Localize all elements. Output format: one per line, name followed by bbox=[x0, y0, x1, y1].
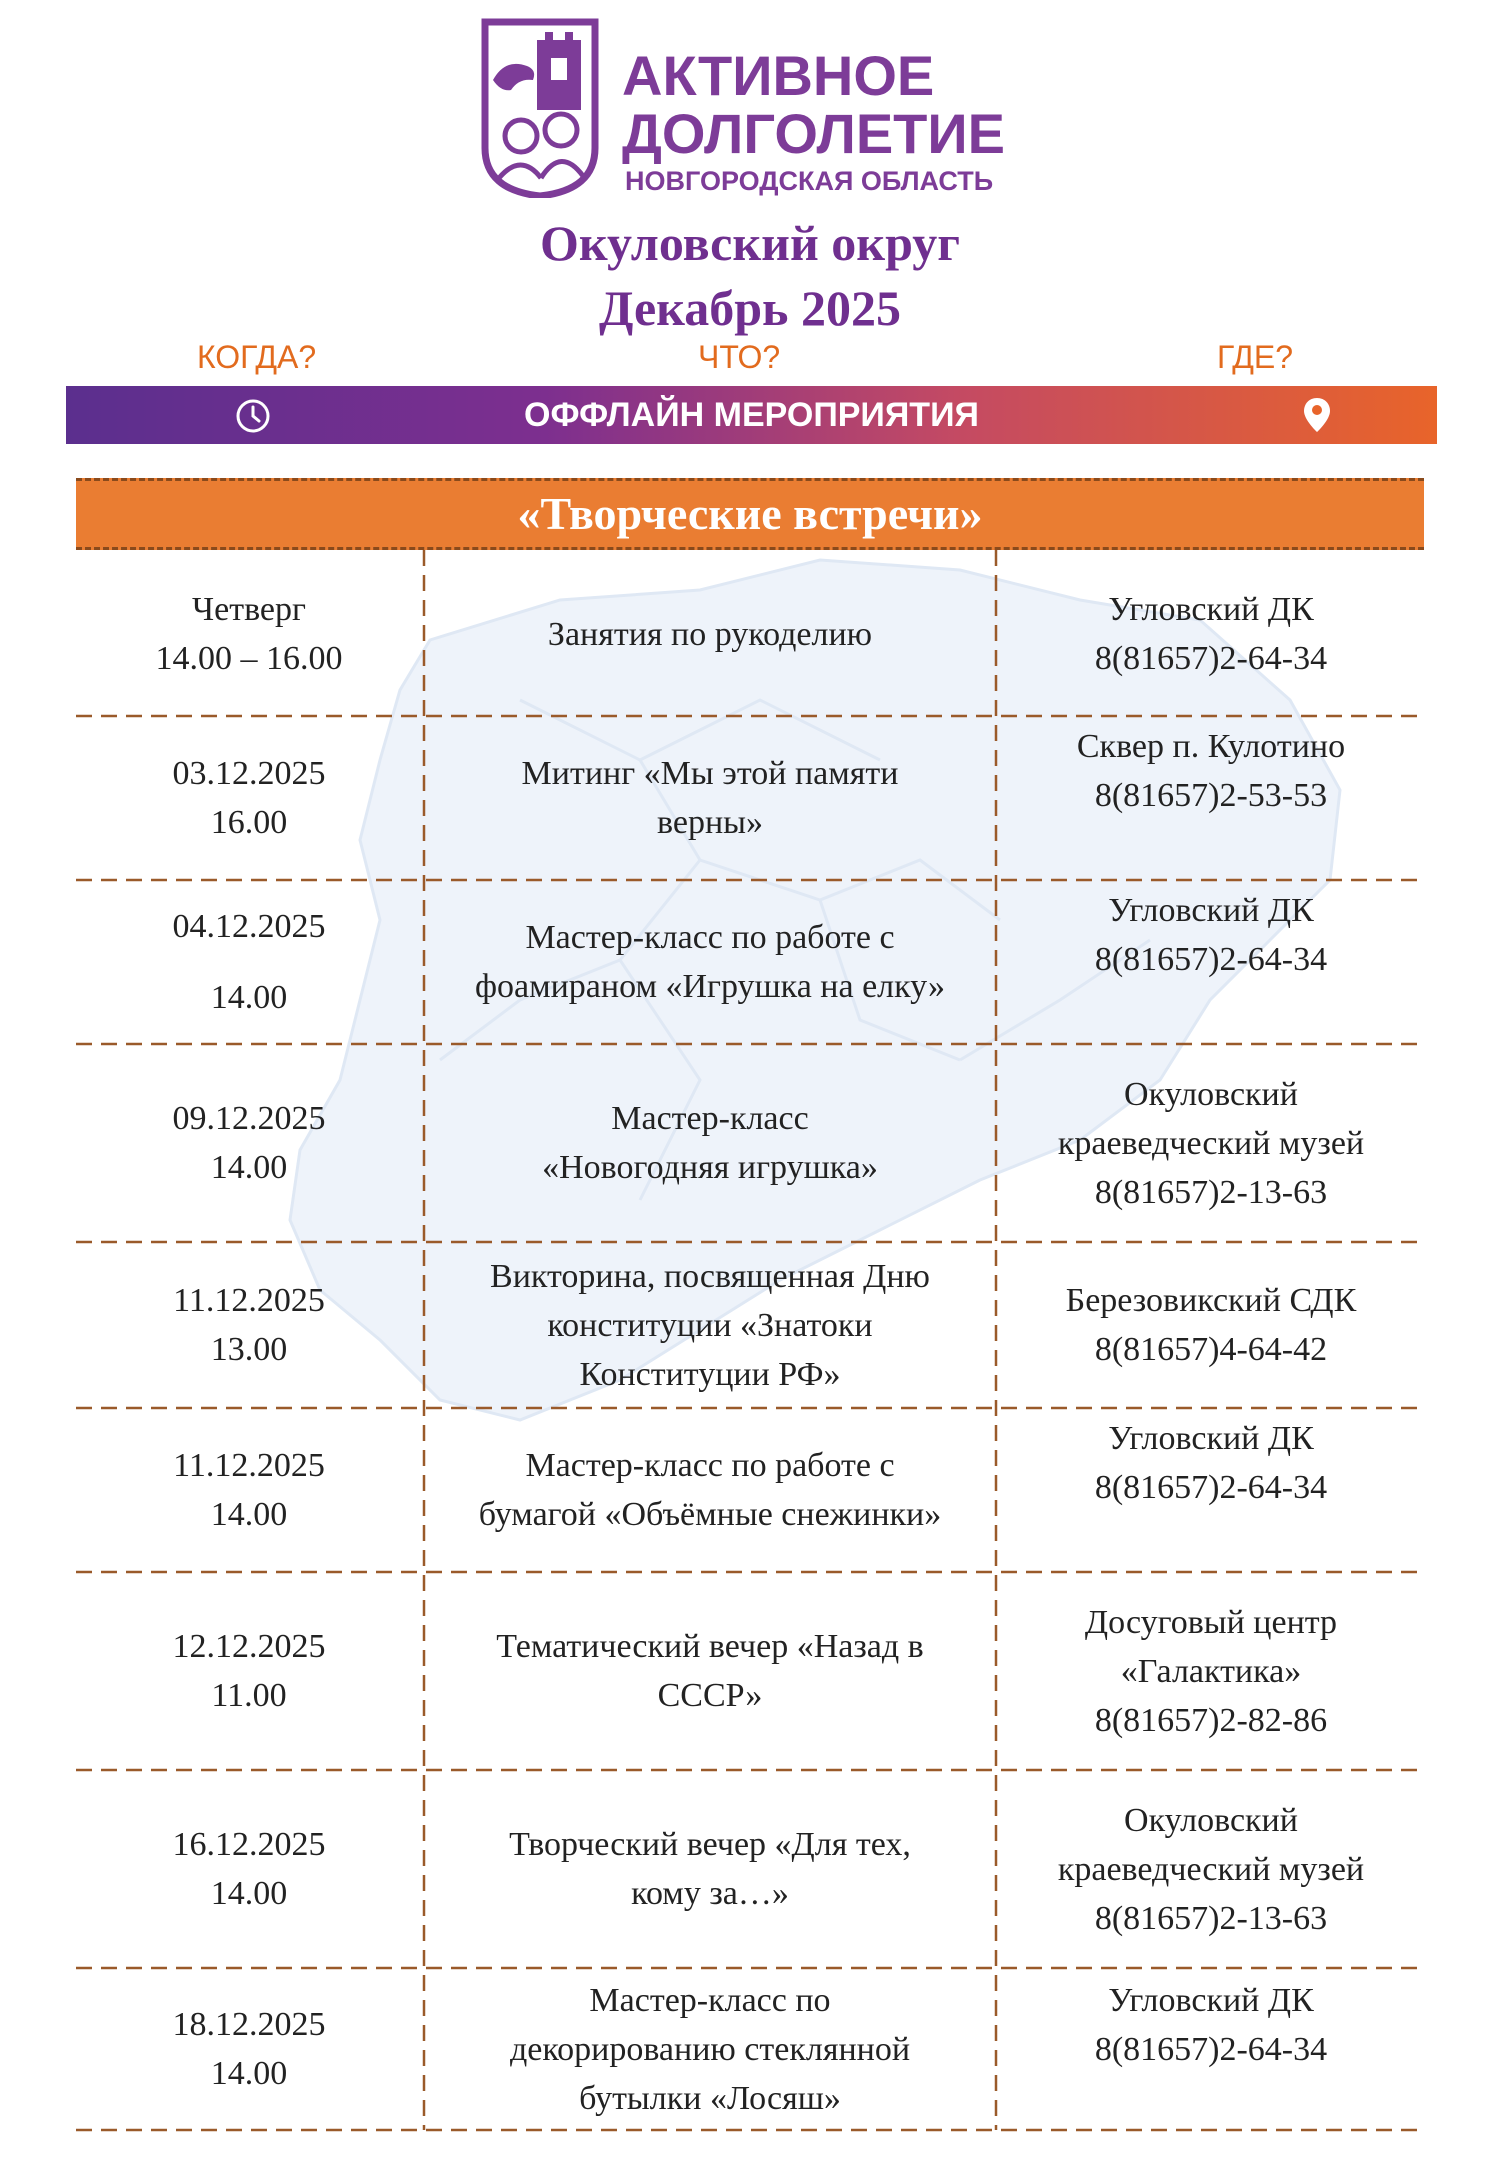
event-where bbox=[998, 552, 1424, 716]
event-where-line: 8(81657)2-82-86 bbox=[1094, 1701, 1328, 1739]
event-where-line: «Галактика» bbox=[1120, 1652, 1302, 1690]
event-where-line: 8(81657)4-64-42 bbox=[1094, 1331, 1328, 1368]
event-when-line: 16.12.2025 bbox=[172, 1826, 326, 1863]
event-where-line: Березовикский СДК bbox=[1065, 1282, 1357, 1319]
event-what bbox=[425, 1242, 995, 1408]
event-what-line: Мастер-класс по bbox=[589, 1981, 831, 2019]
event-what-line: Митинг «Мы этой памяти bbox=[521, 755, 899, 792]
event-row bbox=[76, 552, 1426, 716]
page-title-district: Окуловский округ bbox=[540, 215, 960, 271]
column-label-what: ЧТО? bbox=[698, 339, 781, 375]
event-what bbox=[425, 880, 995, 1044]
event-what-line: Конституции РФ» bbox=[579, 1355, 841, 1393]
event-when-line: 11.12.2025 bbox=[173, 1282, 325, 1319]
event-what-line: Викторина, посвященная Дню bbox=[490, 1257, 930, 1295]
event-where bbox=[998, 1242, 1424, 1408]
location-pin-icon bbox=[1303, 396, 1331, 434]
logo-title-line1: АКТИВНОЕ bbox=[622, 44, 935, 107]
event-row bbox=[76, 1242, 1426, 1408]
event-when bbox=[76, 1968, 422, 2130]
event-where bbox=[998, 1572, 1424, 1770]
bird-tower-elderly-couple-emblem-icon bbox=[475, 18, 605, 198]
event-where bbox=[998, 1408, 1424, 1572]
event-where-line: краеведческий музей bbox=[1057, 1124, 1365, 1162]
event-where-line: Окуловский bbox=[1124, 1075, 1298, 1113]
event-where-line: Сквер п. Кулотино bbox=[1076, 728, 1346, 765]
event-where-line: Досуговый центр bbox=[1084, 1603, 1338, 1641]
event-when-line: 14.00 bbox=[210, 1875, 288, 1912]
event-when bbox=[76, 1044, 422, 1242]
logo-subtitle: НОВГОРОДСКАЯ ОБЛАСТЬ bbox=[625, 166, 994, 196]
logo bbox=[475, 18, 1035, 203]
event-where bbox=[998, 1968, 1424, 2130]
event-where-line: 8(81657)2-64-34 bbox=[1094, 941, 1328, 978]
event-where-line: 8(81657)2-64-34 bbox=[1094, 2031, 1328, 2068]
event-what-line: конституции «Знатоки bbox=[547, 1306, 873, 1344]
event-what-line: СССР» bbox=[657, 1677, 763, 1714]
event-when-line: 11.00 bbox=[211, 1677, 287, 1714]
logo-title-line2: ДОЛГОЛЕТИЕ bbox=[622, 102, 1005, 165]
event-where-line: Угловский ДК bbox=[1108, 1420, 1314, 1457]
event-when-line: 09.12.2025 bbox=[172, 1100, 326, 1137]
event-what-line: фоамираном «Игрушка на елку» bbox=[474, 968, 946, 1005]
event-where bbox=[998, 1044, 1424, 1242]
event-what-line: верны» bbox=[657, 804, 763, 841]
event-where bbox=[998, 880, 1424, 1044]
column-label-where: ГДЕ? bbox=[1217, 339, 1293, 375]
event-when-line: 14.00 bbox=[210, 1149, 288, 1186]
section-title: «Творческие встречи» bbox=[517, 488, 983, 539]
section-header bbox=[76, 478, 1424, 550]
event-what-line: кому за…» bbox=[631, 1875, 789, 1912]
event-when-line: 11.12.2025 bbox=[173, 1447, 325, 1484]
event-what-line: Мастер-класс по работе с bbox=[525, 919, 895, 956]
event-when bbox=[76, 1408, 422, 1572]
event-when-line: 14.00 – 16.00 bbox=[155, 640, 343, 677]
event-what-line: Тематический вечер «Назад в bbox=[496, 1628, 924, 1665]
event-what bbox=[425, 716, 995, 880]
banner-label: ОФФЛАЙН МЕРОПРИЯТИЯ bbox=[524, 396, 979, 434]
event-where-line: Окуловский bbox=[1124, 1801, 1298, 1839]
column-label-when: КОГДА? bbox=[197, 339, 317, 375]
event-when-line: 13.00 bbox=[210, 1331, 288, 1368]
offline-events-banner bbox=[66, 386, 1437, 444]
event-row bbox=[76, 1572, 1426, 1770]
page-title-month: Декабрь 2025 bbox=[598, 280, 901, 336]
event-row bbox=[76, 1770, 1426, 1968]
event-when-line: 16.00 bbox=[210, 804, 288, 841]
event-row bbox=[76, 1408, 1426, 1572]
event-row bbox=[76, 1044, 1426, 1242]
event-when bbox=[76, 1242, 422, 1408]
event-where-line: Угловский ДК bbox=[1108, 892, 1314, 929]
event-what-line: Творческий вечер «Для тех, bbox=[509, 1826, 911, 1863]
event-what-line: бутылки «Лосяш» bbox=[579, 2079, 841, 2117]
event-where-line: Угловский ДК bbox=[1108, 591, 1314, 628]
event-what-line: Мастер-класс по работе с bbox=[525, 1447, 895, 1484]
event-when bbox=[76, 1770, 422, 1968]
event-where-line: 8(81657)2-53-53 bbox=[1094, 777, 1328, 814]
event-what-line: декорированию стеклянной bbox=[509, 2030, 911, 2068]
event-when bbox=[76, 552, 422, 716]
event-row bbox=[76, 1968, 1426, 2130]
event-when bbox=[76, 716, 422, 880]
event-what-line: Занятия по рукоделию bbox=[547, 615, 873, 653]
event-what bbox=[425, 1968, 995, 2130]
event-when-line: 18.12.2025 bbox=[172, 2006, 326, 2043]
event-when-line: Четверг bbox=[192, 591, 306, 628]
event-row bbox=[76, 880, 1426, 1044]
event-what bbox=[425, 1044, 995, 1242]
event-when-line: 14.00 bbox=[210, 979, 288, 1016]
event-when bbox=[76, 1572, 422, 1770]
event-when-line: 14.00 bbox=[210, 1496, 288, 1533]
event-where-line: краеведческий музей bbox=[1057, 1850, 1365, 1888]
event-row bbox=[76, 716, 1426, 880]
event-what-line: «Новогодняя игрушка» bbox=[542, 1149, 878, 1186]
event-what bbox=[425, 552, 995, 716]
event-where-line: 8(81657)2-13-63 bbox=[1094, 1173, 1328, 1211]
event-what bbox=[425, 1408, 995, 1572]
event-where-line: 8(81657)2-64-34 bbox=[1094, 640, 1328, 677]
event-where-line: 8(81657)2-64-34 bbox=[1094, 1469, 1328, 1506]
event-where bbox=[998, 716, 1424, 880]
event-what-line: Мастер-класс bbox=[611, 1100, 809, 1137]
event-what-line: бумагой «Объёмные снежинки» bbox=[478, 1496, 942, 1533]
event-when-line: 03.12.2025 bbox=[172, 755, 326, 792]
event-when-line: 12.12.2025 bbox=[172, 1628, 326, 1665]
event-where bbox=[998, 1770, 1424, 1968]
event-what bbox=[425, 1572, 995, 1770]
event-when bbox=[76, 880, 422, 1044]
event-when-line: 04.12.2025 bbox=[172, 908, 326, 945]
event-what bbox=[425, 1770, 995, 1968]
event-when-line: 14.00 bbox=[210, 2055, 288, 2092]
event-where-line: 8(81657)2-13-63 bbox=[1094, 1899, 1328, 1937]
event-where-line: Угловский ДК bbox=[1108, 1982, 1314, 2019]
